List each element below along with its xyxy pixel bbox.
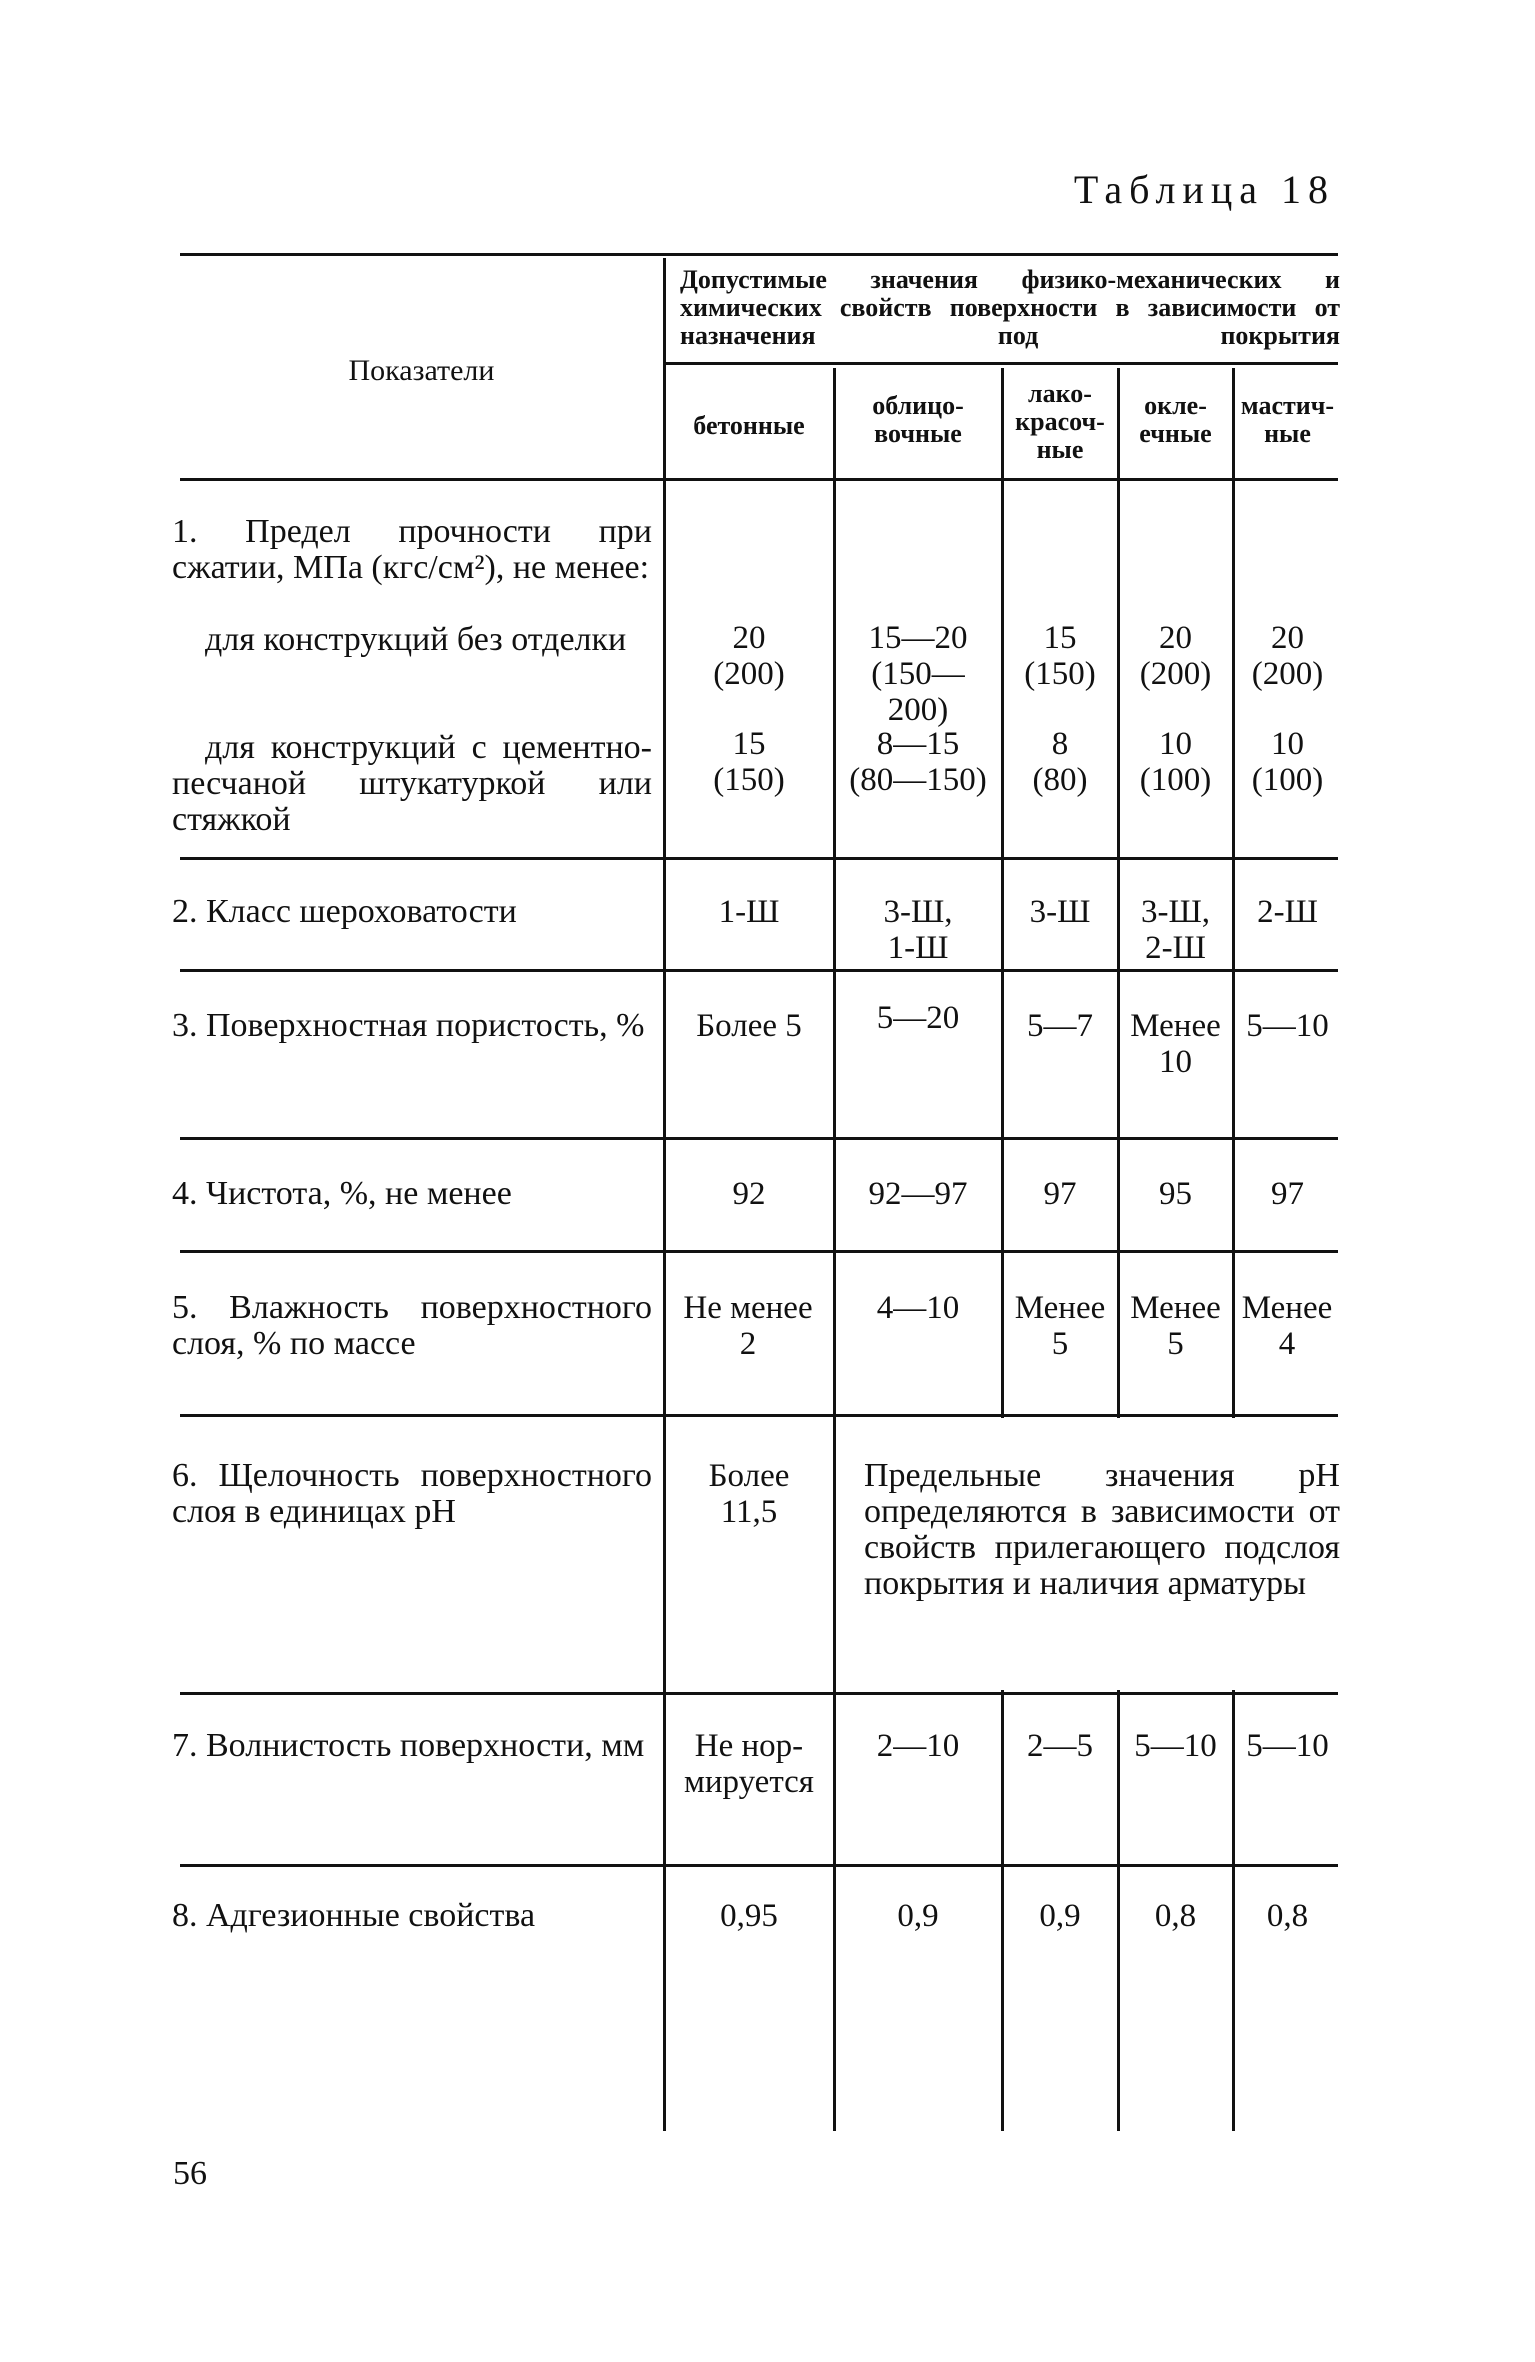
row5-v5: Менее 4 [1241, 1290, 1333, 1362]
row7-v4: 5—10 [1134, 1728, 1217, 1764]
rule-header-bottom [180, 478, 1338, 481]
row8-v5: 0,8 [1266, 1898, 1309, 1934]
row6-v1: Более 11,5 [708, 1458, 790, 1530]
row4-v4: 95 [1159, 1176, 1192, 1212]
row1-sub2-v5: 10 (100) [1251, 726, 1324, 798]
row8-v1: 0,95 [720, 1898, 778, 1934]
header-group: Допустимые значения физико-механических и химических свойств поверхности в зависимости от назначения под покрытия [680, 265, 1340, 350]
row8-label: 8. Адгезионные свойства [172, 1897, 536, 1934]
header-indicators: Показатели [348, 354, 495, 387]
rule-row2 [180, 969, 1338, 972]
row6-label: 6. Щелочность поверхностного слоя в единицах pH [172, 1457, 652, 1530]
row3-v1: Более 5 [696, 1008, 802, 1044]
row7-v5: 5—10 [1246, 1728, 1329, 1764]
row2-v5: 2-Ш [1257, 894, 1318, 930]
row4-v3: 97 [1043, 1176, 1077, 1212]
row1-sub1-label: для конструкций без отделки [205, 621, 627, 658]
row2-v2: 3-Ш, 1-Ш [883, 894, 953, 966]
row1-sub1-v4: 20 (200) [1139, 620, 1212, 692]
rule-row7 [180, 1864, 1338, 1867]
page-number: 56 [173, 2155, 207, 2192]
rule-row6 [180, 1692, 1338, 1695]
row2-v3: 3-Ш [1029, 894, 1091, 930]
row2-label: 2. Класс шероховатости [172, 893, 517, 930]
row3-label: 3. Поверхностная пористость, % [172, 1007, 645, 1044]
row4-v2: 92—97 [868, 1176, 968, 1212]
row1-sub2-v4: 10 (100) [1139, 726, 1212, 798]
row8-v2: 0,9 [897, 1898, 939, 1934]
row1-sub2-v3: 8 (80) [1032, 726, 1088, 798]
row8-v4: 0,8 [1154, 1898, 1197, 1934]
rule-group-header [665, 362, 1338, 365]
header-col-1: бетонные [693, 411, 805, 440]
row5-v3: Менее 5 [1014, 1290, 1106, 1362]
table-caption: Таблица 18 [1073, 167, 1335, 212]
row1-sub1-v1: 20 (200) [713, 620, 785, 692]
row4-v1: 92 [732, 1176, 766, 1212]
header-col-5: мастич- ные [1240, 391, 1335, 448]
row7-v3: 2—5 [1027, 1728, 1093, 1764]
row2-v1: 1-Ш [718, 894, 780, 930]
row1-sub1-v3: 15 (150) [1024, 620, 1096, 692]
row7-v1: Не нор- мируется [684, 1728, 814, 1800]
rule-row5 [180, 1414, 1338, 1417]
row1-sub2-v1: 15 (150) [713, 726, 785, 798]
row4-v5: 97 [1271, 1176, 1304, 1212]
row7-v2: 2—10 [876, 1728, 960, 1764]
row2-v4: 3-Ш, 2-Ш [1140, 894, 1211, 966]
row1-label: 1. Предел прочности при сжатии, МПа (кгс/см²), не менее: [172, 513, 652, 586]
row5-v4: Менее 5 [1130, 1290, 1221, 1362]
row5-label: 5. Влажность поверхностного слоя, % по массе [172, 1289, 652, 1362]
row1-sub1-v5: 20 (200) [1251, 620, 1324, 692]
row3-v3: 5—7 [1027, 1008, 1093, 1044]
row4-label: 4. Чистота, %, не менее [172, 1175, 512, 1212]
header-col-3: лако- красоч- ные [1015, 379, 1105, 464]
rule-row4 [180, 1250, 1338, 1253]
rule-row3 [180, 1137, 1338, 1140]
row5-v2: 4—10 [876, 1290, 960, 1326]
row3-v5: 5—10 [1246, 1008, 1329, 1044]
row3-v4: Менее 10 [1130, 1008, 1221, 1080]
row6-merged-note: Предельные значения pH определяются в зависимости от свойств прилегающего подслоя покрытия и наличия арматуры [864, 1457, 1340, 1602]
header-col-2: облицо- вочные [872, 391, 964, 448]
rule-top [180, 253, 1338, 256]
row3-v2: 5—20 [876, 1000, 960, 1036]
row1-sub1-v2: 15—20 (150— 200) [868, 620, 968, 728]
header-col-4: окле- ечные [1139, 391, 1212, 448]
row5-v1: Не менее 2 [683, 1290, 813, 1362]
row7-label: 7. Волнистость поверхности, мм [172, 1727, 645, 1764]
row1-sub2-v2: 8—15 (80—150) [849, 726, 987, 798]
rule-row1 [180, 857, 1338, 860]
row8-v3: 0,9 [1039, 1898, 1081, 1934]
row1-sub2-label: для конструкций с цементно-песчаной штукатуркой или стяжкой [172, 729, 652, 838]
